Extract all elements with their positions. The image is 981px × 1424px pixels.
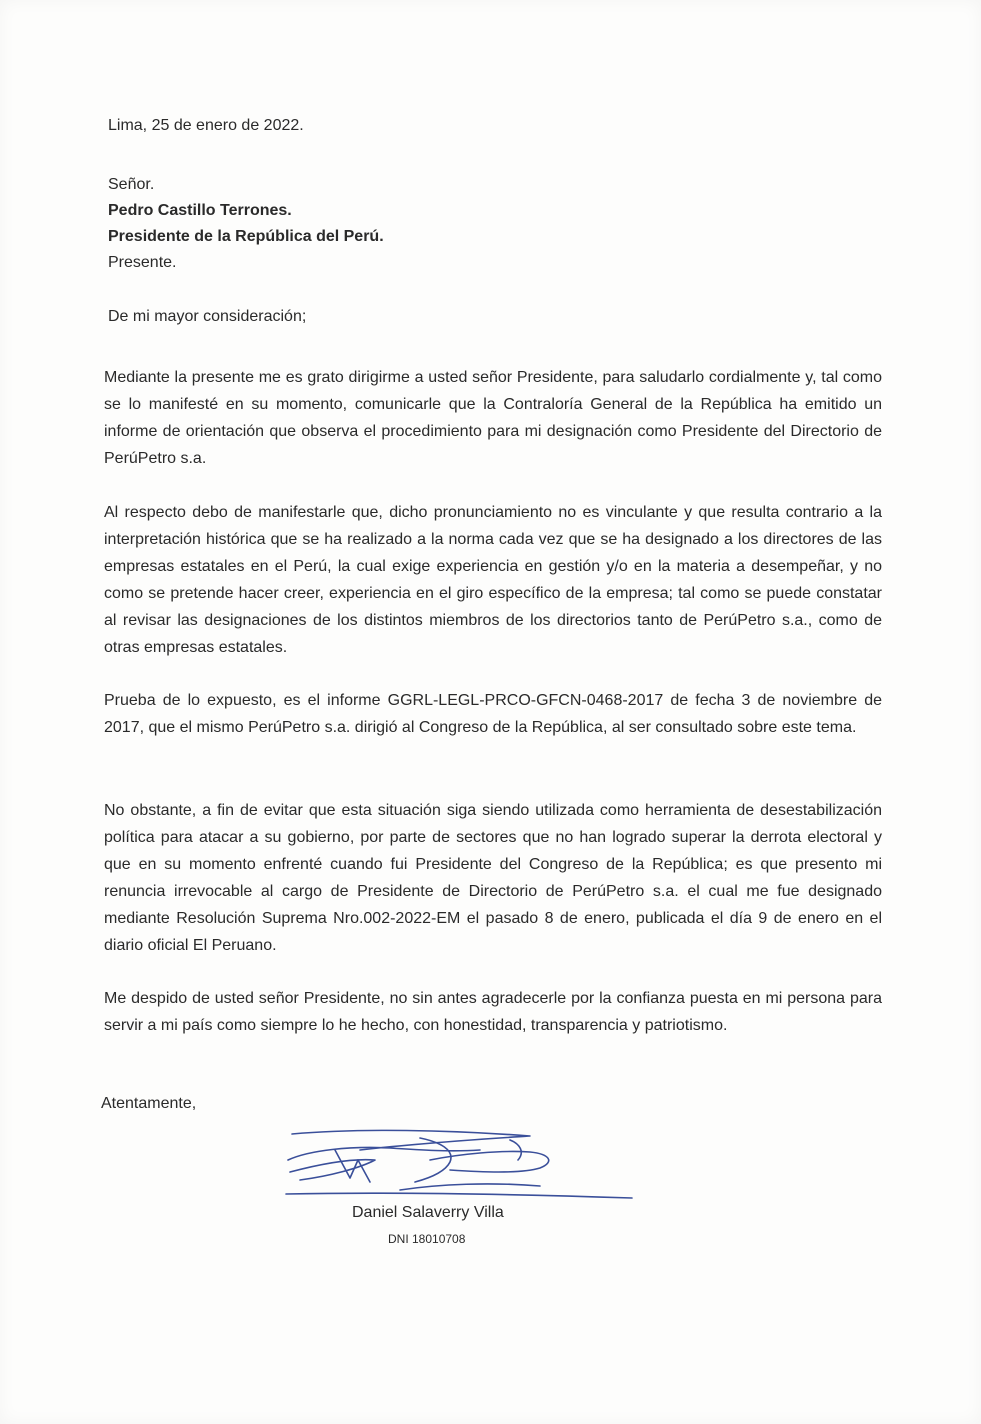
- paragraph-2: Al respecto debo de manifestarle que, dicho pronunciamiento no es vinculante y que resulta contrario a la interpretación histórica que se ha realizado a la norma cada vez que se ha designado a los directores de las empresas estatales en el Perú, la cual exige experiencia en gestión y/o en la materia a desempeñar, y no como se pretende hacer creer, experiencia en el giro específico de la empresa; tal como se puede constatar al revisar las designaciones de los distintos miembros de los directorios tanto de PerúPetro s.a., como de otras empresas estatales.: [104, 504, 882, 656]
- closing: Atentamente,: [101, 1095, 197, 1112]
- paragraph-1: Mediante la presente me es grato dirigirme a usted señor Presidente, para saludarlo cordialmente y, tal como se lo manifesté en su momento, comunicarle que la Contraloría General de la República ha emitido un informe de orientación que observa el procedimiento para mi designación como Presidente del Directorio de PerúPetro s.a.: [104, 369, 882, 467]
- signer-name: Daniel Salaverry Villa: [352, 1204, 504, 1221]
- signer-id: DNI 18010708: [388, 1232, 466, 1246]
- handwritten-signature: [280, 1120, 640, 1210]
- addressee-block: [108, 172, 384, 276]
- salutation-title: Señor.: [108, 176, 155, 193]
- presente-line: Presente.: [108, 254, 177, 271]
- paragraph-5: Me despido de usted señor Presidente, no sin antes agradecerle por la confianza puesta en mi persona para servir a mi país como siempre lo he hecho, con honestidad, transparencia y patriotismo.: [104, 990, 882, 1034]
- paragraph-4: No obstante, a fin de evitar que esta situación siga siendo utilizada como herramienta de desestabilización política para atacar a su gobierno, por parte de sectores que no han logrado superar la derrota electoral y que en su momento enfrenté cuando fui Presidente del Congreso de la República; es que presento mi renuncia irrevocable al cargo de Presidente de Directorio de PerúPetro s.a. el cual me fue designado mediante Resolución Suprema Nro.002-2022-EM el pasado 8 de enero, publicada el día 9 de enero en el diario oficial El Peruano.: [104, 802, 882, 954]
- letter-date: Lima, 25 de enero de 2022.: [108, 117, 304, 134]
- paragraph-3: Prueba de lo expuesto, es el informe GGRL-LEGL-PRCO-GFCN-0468-2017 de fecha 3 de noviembre de 2017, que el mismo PerúPetro s.a. dirigió al Congreso de la República, al ser consultado sobre este tema.: [104, 692, 882, 736]
- recipient-position: Presidente de la República del Perú.: [108, 228, 384, 245]
- recipient-name: Pedro Castillo Terrones.: [108, 202, 292, 219]
- greeting: De mi mayor consideración;: [108, 308, 307, 325]
